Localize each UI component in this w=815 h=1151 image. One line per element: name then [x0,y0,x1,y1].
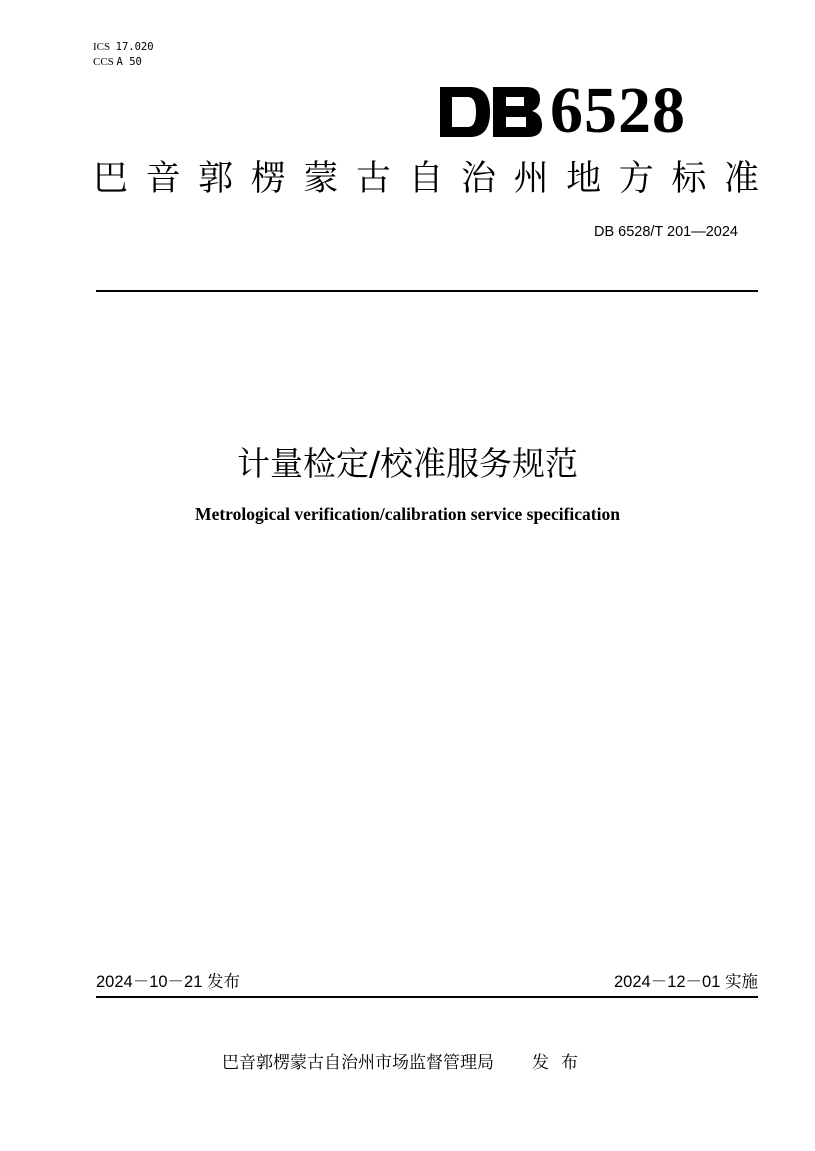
title-chinese: 计量检定/校准服务规范 [236,444,579,483]
standard-kind-char: 标 [671,159,707,199]
ccs-value: A 50 [116,56,142,68]
title-english: Metrological verification/calibration service specification [195,504,620,524]
top-divider [96,290,758,292]
standard-kind-char: 古 [355,159,391,199]
release-date: 2024－10－21 发布 [96,973,240,991]
standard-code: DB 6528/T 201—2024 [593,224,738,240]
issuer-line [222,1050,590,1076]
standard-kind-char: 蒙 [303,159,339,199]
dates-row [96,970,758,994]
db-logo-number: 6528 [550,74,686,147]
issuer-name: 巴音郭楞蒙古自治州市场监督管理局 [222,1053,494,1073]
issuer-action: 发布 [532,1053,590,1073]
ics-line [93,40,154,55]
standard-kind-char: 方 [618,159,654,199]
db-logo-mark [440,87,542,137]
standard-kind [93,154,759,204]
standard-kind-char: 准 [723,159,759,199]
standard-kind-char: 地 [566,159,602,199]
implement-date: 2024－12－01 实施 [614,973,758,991]
standard-kind-char: 楞 [250,159,286,199]
ics-label: ICS [93,41,111,53]
standard-kind-char: 治 [461,159,497,199]
standard-kind-char: 州 [513,159,549,199]
standard-kind-char: 巴 [93,159,129,199]
ccs-line [93,55,154,70]
db-logo [440,74,686,147]
ccs-label: CCS [93,56,114,68]
bottom-divider [96,996,758,998]
ics-value: 17.020 [115,41,154,53]
classification-codes [93,40,154,70]
standard-kind-char: 自 [408,159,444,199]
standard-kind-char: 音 [145,159,181,199]
standard-kind-char: 郭 [198,159,234,199]
